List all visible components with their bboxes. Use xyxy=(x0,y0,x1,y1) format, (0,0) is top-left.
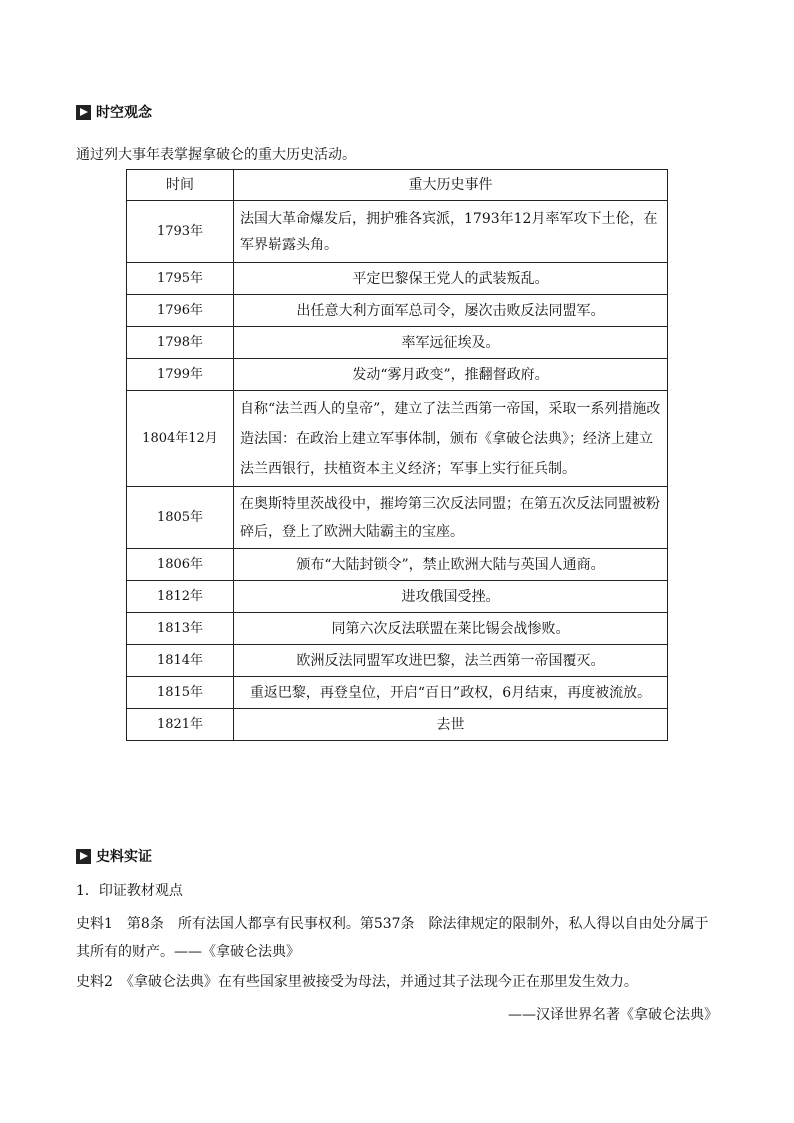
header-event: 重大历史事件 xyxy=(234,170,668,201)
table-row xyxy=(127,581,668,613)
table-row xyxy=(127,487,668,549)
table-row xyxy=(127,201,668,263)
event-cell: 率军远征埃及。 xyxy=(234,327,668,359)
table-row xyxy=(127,549,668,581)
play-triangle-icon xyxy=(76,105,91,120)
table-row xyxy=(127,613,668,645)
table-row xyxy=(127,327,668,359)
time-cell: 1813年 xyxy=(127,613,234,645)
time-cell: 1795年 xyxy=(127,263,234,295)
table-row xyxy=(127,645,668,677)
time-cell: 1796年 xyxy=(127,295,234,327)
time-cell: 1799年 xyxy=(127,359,234,391)
event-cell: 同第六次反法联盟在莱比锡会战惨败。 xyxy=(234,613,668,645)
event-cell: 欧洲反法同盟军攻进巴黎，法兰西第一帝国覆灭。 xyxy=(234,645,668,677)
table-row xyxy=(127,359,668,391)
section-title: 史料实证 xyxy=(96,849,152,865)
table-row xyxy=(127,709,668,741)
event-cell: 自称“法兰西人的皇帝”，建立了法兰西第一帝国，采取一系列措施改造法国：在政治上建立军事体制，颁布《拿破仑法典》；经济上建立法兰西银行，扶植资本主义经济；军事上实行征兵制。 xyxy=(234,391,668,487)
time-cell: 1804年12月 xyxy=(127,391,234,487)
section-heading-spatiotemporal xyxy=(76,102,152,122)
table-row xyxy=(127,263,668,295)
header-time: 时间 xyxy=(127,170,234,201)
material-2-source: ——汉译世界名著《拿破仑法典》 xyxy=(508,1007,718,1023)
time-cell: 1805年 xyxy=(127,487,234,549)
time-cell: 1814年 xyxy=(127,645,234,677)
time-cell: 1798年 xyxy=(127,327,234,359)
event-cell: 重返巴黎，再登皇位，开启“百日”政权，6月结束，再度被流放。 xyxy=(234,677,668,709)
time-cell: 1806年 xyxy=(127,549,234,581)
event-cell: 出任意大利方面军总司令，屡次击败反法同盟军。 xyxy=(234,295,668,327)
item-heading: 1．印证教材观点 xyxy=(76,883,183,899)
time-cell: 1812年 xyxy=(127,581,234,613)
event-cell: 平定巴黎保王党人的武装叛乱。 xyxy=(234,263,668,295)
material-2: 史料2 《拿破仑法典》在有些国家里被接受为母法，并通过其子法现今正在那里发生效力。 xyxy=(76,974,638,990)
section-title: 时空观念 xyxy=(96,105,152,121)
event-cell: 在奥斯特里茨战役中，摧垮第三次反法同盟；在第五次反法同盟被粉碎后，登上了欧洲大陆霸主的宝座。 xyxy=(234,487,668,549)
event-cell: 颁布“大陆封锁令”，禁止欧洲大陆与英国人通商。 xyxy=(234,549,668,581)
time-cell: 1821年 xyxy=(127,709,234,741)
event-cell: 发动“雾月政变”，推翻督政府。 xyxy=(234,359,668,391)
time-cell: 1793年 xyxy=(127,201,234,263)
table-row xyxy=(127,677,668,709)
event-cell: 进攻俄国受挫。 xyxy=(234,581,668,613)
time-cell: 1815年 xyxy=(127,677,234,709)
event-cell: 法国大革命爆发后，拥护雅各宾派，1793年12月率军攻下土伦，在军界崭露头角。 xyxy=(234,201,668,263)
table-row xyxy=(127,295,668,327)
material-1: 史料1 第8条 所有法国人都享有民事权利。第537条 除法律规定的限制外，私人得以自由处分属于其所有的财产。——《拿破仑法典》 xyxy=(76,916,709,960)
table-header-row xyxy=(127,170,668,201)
play-triangle-icon xyxy=(76,849,91,864)
intro-text: 通过列大事年表掌握拿破仑的重大历史活动。 xyxy=(76,147,356,163)
section-heading-evidence xyxy=(76,846,152,866)
table-row xyxy=(127,391,668,487)
chronology-table xyxy=(126,169,668,741)
event-cell: 去世 xyxy=(234,709,668,741)
